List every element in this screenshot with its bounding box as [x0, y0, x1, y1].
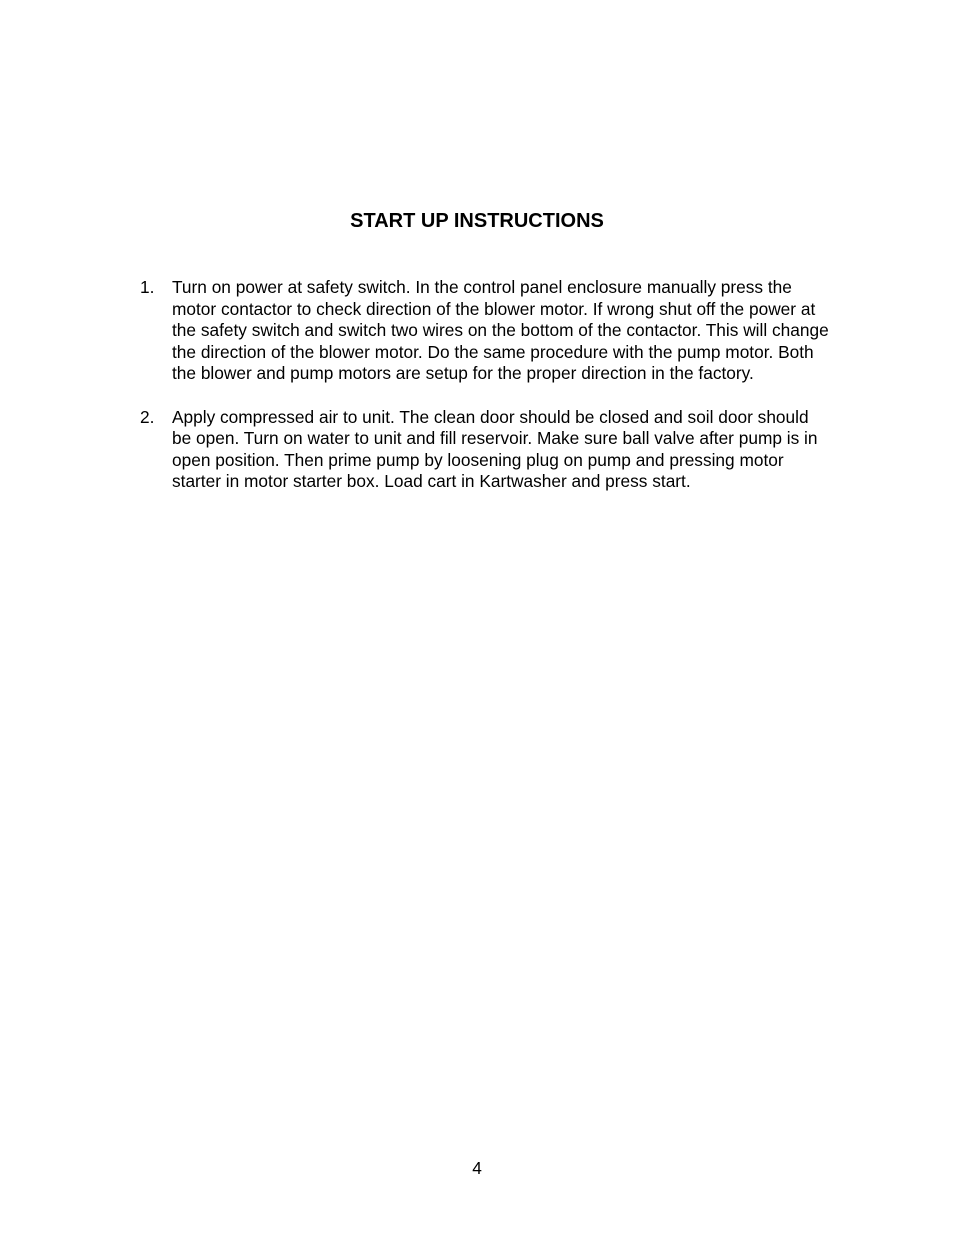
- step-text: Apply compressed air to unit. The clean door should be closed and soil door should be open. Turn on water to unit and fill reservoir. Make sure ball valve after pump is in open position. Then prime pump by loosening plug on pump and pressing motor starter in motor starter box. Load cart in Kartwasher and press start.: [172, 406, 818, 492]
- page-title: START UP INSTRUCTIONS: [350, 210, 604, 232]
- step-number: 2.: [140, 406, 155, 427]
- page-number: 4: [472, 1158, 482, 1178]
- instruction-list: [140, 277, 830, 515]
- instruction-step-1: [140, 277, 830, 385]
- instruction-step-2: [140, 407, 830, 493]
- step-number: 1.: [140, 277, 155, 297]
- step-text: Turn on power at safety switch. In the control panel enclosure manually press the motor contactor to check direction of the blower motor. If wrong shut off the power at the safety switch and switch two wires on the bottom of the contactor. This will change the direction of the blower motor. Do the same procedure with the pump motor. Both the blower and pump motors are setup for the proper direction in the factory.: [172, 277, 829, 384]
